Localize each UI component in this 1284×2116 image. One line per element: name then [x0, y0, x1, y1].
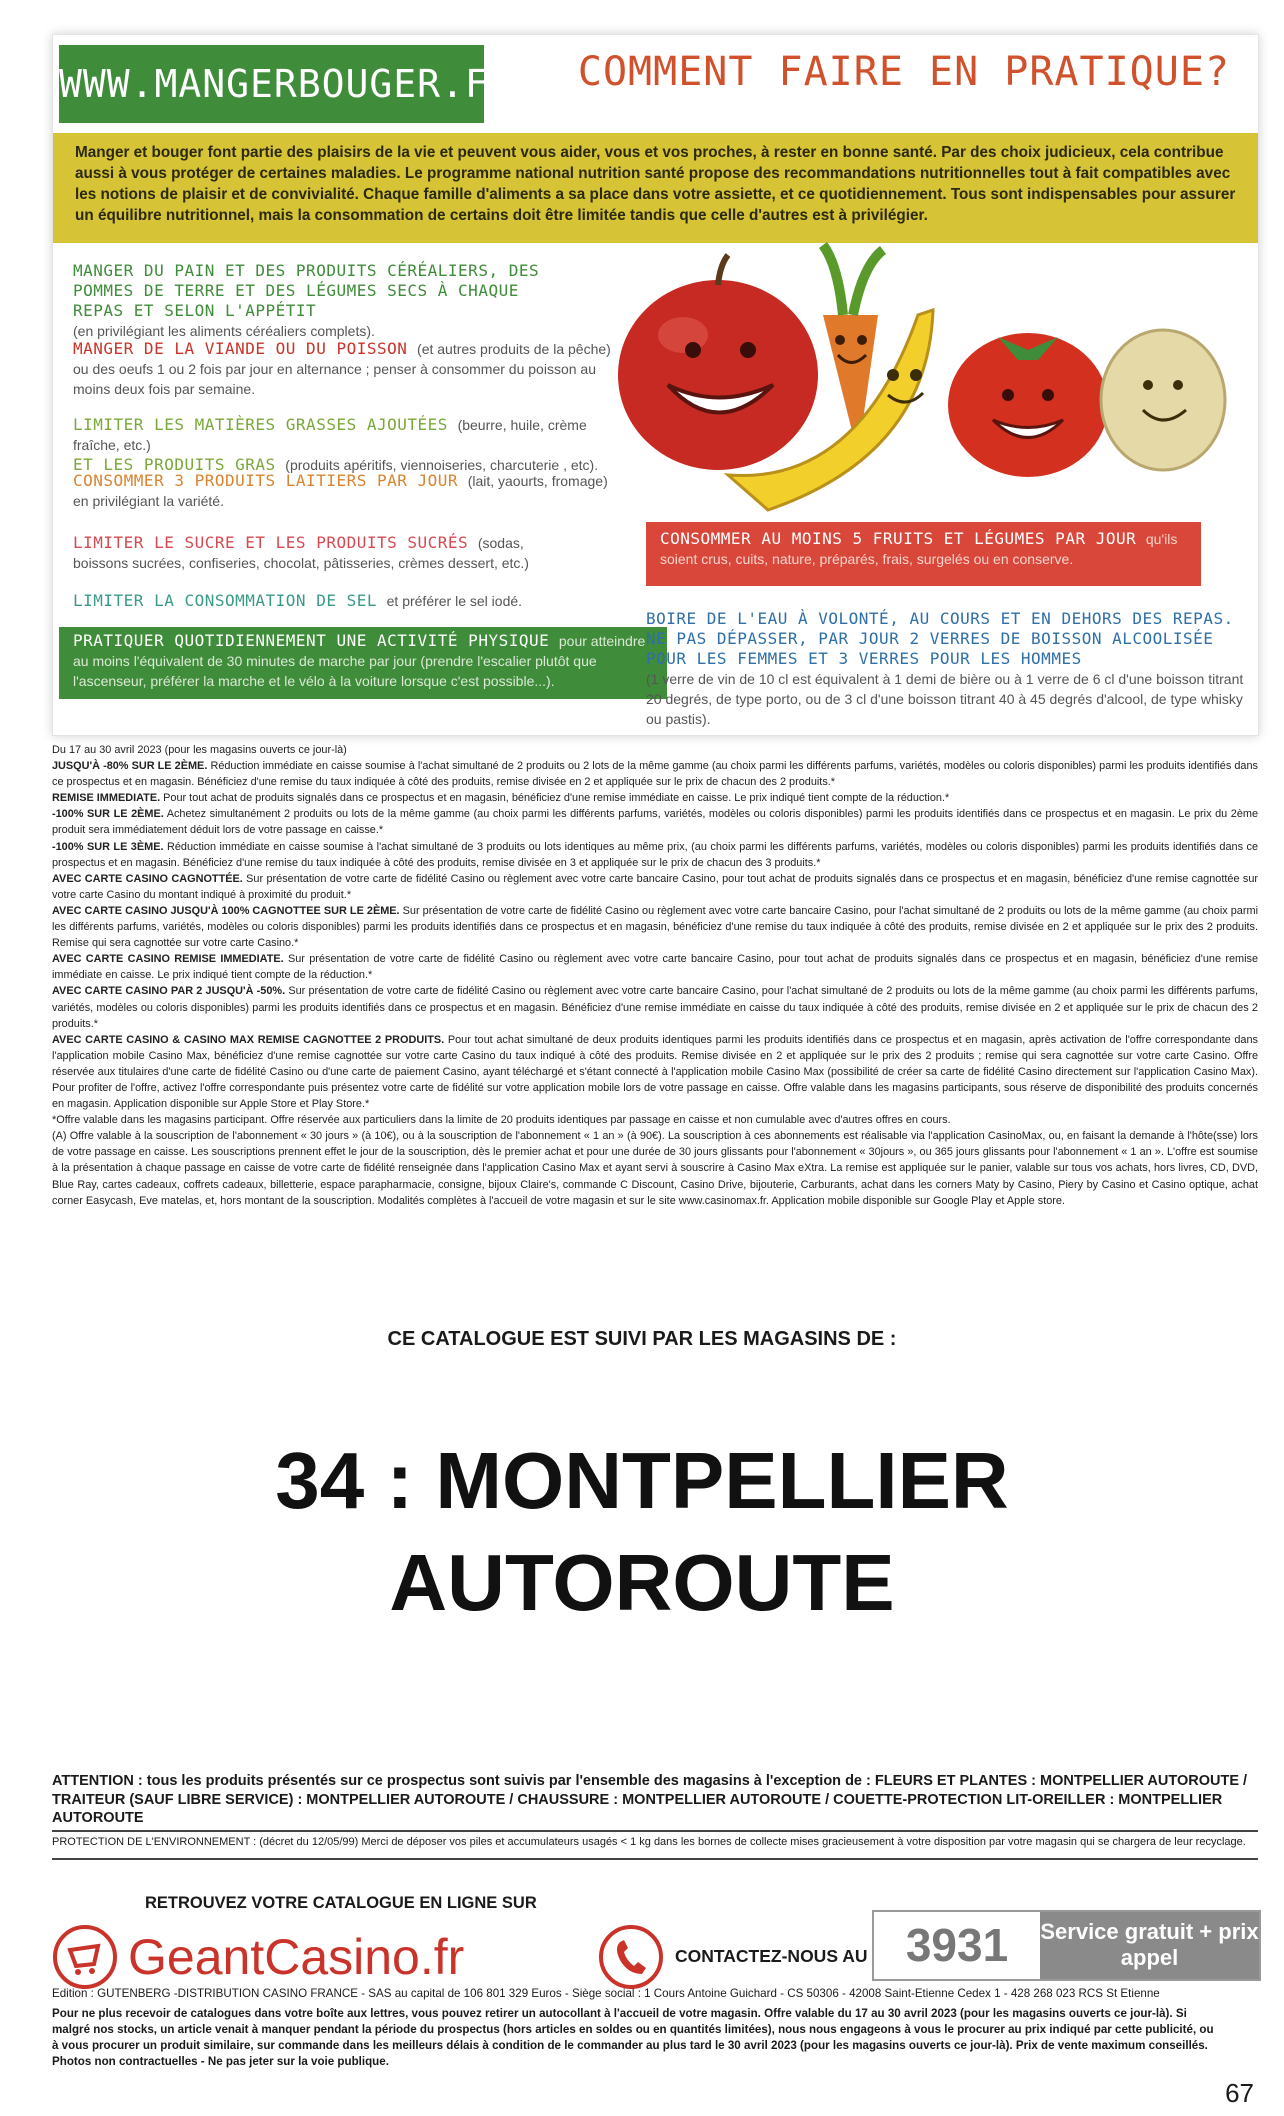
cart-icon — [52, 1924, 118, 1990]
legal-footer — [52, 1986, 1258, 2070]
environment-notice: PROTECTION DE L'ENVIRONNEMENT : (décret du 12/05/99) Merci de déposer vos piles et accumulateurs usagés < 1 kg dans les bornes de collecte mises gracieusement à votre disposition par votre magasin qui se chargera de leur recyclage. — [52, 1836, 1246, 1848]
legal-paragraph: -100% SUR LE 3ÈME. Réduction immédiate en caisse soumise à l'achat simultané de 3 produits ou lots identiques au même prix, (au choix parmi les différents parfums, variétés, modèles ou coloris disponibles) parmi les produits identifiés dans ce prospectus et en magasin. Bénéficiez d'une remise du taux indiquée à côté des produits, remise divisée en 3 et appliquée sur le prix de chacun des 3 produits.* — [52, 840, 1259, 869]
advice-fruits — [646, 522, 1201, 586]
advice-fats — [73, 415, 633, 475]
legal-paragraph: *Offre valable dans les magasins participant. Offre réservée aux particuliers dans la limite de 20 produits identiques par passage en caisse et non cumulable avec d'autres offres en cours. — [52, 1114, 951, 1127]
offer-conditions — [52, 742, 1258, 1209]
legal-paragraph: JUSQU'À -80% SUR LE 2ÈME. Réduction immédiate en caisse soumise à l'achat simultané de 2 produits ou 2 lots de la même gamme (au choix parmi les différents parfums, variétés, modèles ou coloris disponibles) parmi les produits identifiés dans ce prospectus et en magasin. Bénéficiez d'une remise du taux indiquée à côté des produits, remise divisée en 2 et appliquée sur le prix de chacun des 2 produits.* — [52, 760, 1258, 789]
legal-paragraph: Du 17 au 30 avril 2023 (pour les magasins ouverts ce jour-là) — [52, 744, 347, 756]
phone-number: 3931 — [905, 1919, 1009, 1971]
legal-paragraph: AVEC CARTE CASINO JUSQU'À 100% CAGNOTTEE SUR LE 2ÈME. Sur présentation de votre carte de fidélité Casino ou règlement avec votre carte bancaire Casino, pour l'achat simultané de 2 produits ou lots de la même gamme (au choix parmi les différents parfums, variétés, modèles ou coloris disponibles) parmi les produits identifiés dans ce prospectus et en magasin, bénéficiez d'une remise du taux indiquée à côté des produits, remise divisée en 2 et appliquée sur le prix des 2 produits. Remise qui sera cagnottée sur votre carte Casino.* — [52, 904, 1258, 950]
stores-heading: CE CATALOGUE EST SUIVI PAR LES MAGASINS DE : — [387, 1328, 897, 1350]
legal-paragraph: -100% SUR LE 2ÈME. Achetez simultanément 2 produits ou lots de la même gamme (au choix parmi les différents parfums, variétés, modèles ou coloris disponibles) parmi les produits identifiés dans ce prospectus et en magasin. Le prix du 2ème produit sera immédiatement déduit lors de votre passage en caisse.* — [52, 808, 1258, 837]
advice-text: qu'ils soient crus, cuits, nature, préparés, frais, surgelés ou en conserve. — [660, 531, 1178, 567]
advice-water — [646, 609, 1244, 729]
advice-text: (beurre, huile, crème fraîche, etc.) — [73, 417, 587, 453]
advice-heading: BOIRE DE L'EAU À VOLONTÉ, AU COURS ET EN DEHORS DES REPAS. NE PAS DÉPASSER, PAR JOUR 2 VERRES DE BOISSON ALCOOLISÉE POUR LES FEMMES ET 3 VERRES POUR LES HOMMES — [646, 609, 1234, 668]
advice-meat — [73, 339, 613, 399]
phone-icon — [598, 1924, 664, 1990]
advice-heading: PRATIQUER QUOTIDIENNEMENT UNE ACTIVITÉ PHYSIQUE — [73, 631, 550, 650]
legal-paragraph: REMISE IMMEDIATE. Pour tout achat de produits signalés dans ce prospectus et en magasin, bénéficiez d'une remise immédiate en caisse. Le prix indiqué tient compte de la réduction.* — [52, 792, 950, 805]
advice-text: (produits apéritifs, viennoiseries, charcuterie , etc). — [285, 457, 599, 473]
advice-text: (sodas, boissons sucrées, confiseries, chocolat, pâtisseries, crèmes dessert, etc.) — [73, 535, 529, 571]
advice-text: (et autres produits de la pêche) ou des oeufs 1 ou 2 fois par jour en alternance ; penser à consommer du poisson au moins deux fois par semaine. — [73, 341, 611, 397]
advice-sugar — [73, 533, 573, 573]
store-line-1: 34 : MONTPELLIER — [275, 1436, 1009, 1525]
advice-heading: LIMITER LE SUCRE ET LES PRODUITS SUCRÉS — [73, 533, 469, 552]
legal-paragraph: AVEC CARTE CASINO PAR 2 JUSQU'À -50%. Sur présentation de votre carte de fidélité Casino ou règlement avec votre carte bancaire Casino, pour l'achat simultané de 2 produits ou lots de la même gamme (au choix parmi les différents parfums, variétés, modèles ou coloris disponibles) parmi les produits identifiés dans ce prospectus et en magasin. Bénéficiez d'une remise immédiate en caisse du taux indiquée à côté des produits, remise divisée en 2 et appliquée sur le prix de chacun des 2 produits.* — [52, 985, 1258, 1030]
contact-label: CONTACTEZ-NOUS AU — [675, 1946, 868, 1966]
potato-icon — [1101, 330, 1225, 470]
website-link[interactable] — [52, 1924, 464, 1990]
page-number: 67 — [1225, 2078, 1254, 2108]
divider — [52, 1858, 1258, 1860]
legal-paragraph: (A) Offre valable à la souscription de l'abonnement « 30 jours » (à 10€), ou à la souscription de l'abonnement « 1 an » (à 90€). La souscription à ces abonnements est réalisable via l'application CasinoMax, ou, en faisant la demande à l'hôte(sse) lors de votre passage en caisse. Les souscriptions prennent effet le jour de la souscription, dès le premier achat et pour une durée de 30 jours glissants pour l'abonnement « 30jours », ou 365 jours glissants pour l'abonnement « 1 an ». L'offre est soumise à la présentation à chaque passage en caisse de votre carte de fidélité renseignée dans l'application Casino Max et ayant servi à souscrire à Casino Max eXtra. La remise est appliquée sur le panier, valable sur tous vos achats, hors livres, CD, DVD, Blue Ray, cartes cadeaux, coffrets cadeaux, billetterie, espace parapharmacie, consigne, bijoux Claire's, commande C Discount, Casino Drive, bijouterie, Carburants, achat dans les corners Maty by Casino, Piery by Casino et Casino optique, achat corner Easycash, Eve matelas, et, hors montant de la souscription. Modalités complètes à l'accueil de votre magasin et sur le site www.casinomax.fr. Application mobile disponible sur Google Play et Apple store. — [52, 1130, 1258, 1207]
nutrition-panel — [52, 34, 1259, 736]
attention-notice: ATTENTION : tous les produits présentés sur ce prospectus sont suivis par l'ensemble des magasins à l'exception de : FLEURS ET PLANTES : MONTPELLIER AUTOROUTE / TRAITEUR (SAUF LIBRE SERVICE) : MONTPELLIER AUTOROUTE / CHAUSSURE : MONTPELLIER AUTOROUTE / COUETTE-PROTECTION LIT-OREILLER : MONTPELLIER AUTOROUTE — [52, 1773, 1248, 1826]
website-name: GeantCasino.fr — [128, 1929, 465, 1985]
advice-salt — [73, 591, 613, 611]
advice-heading: LIMITER LA CONSOMMATION DE SEL — [73, 591, 377, 610]
legal-paragraph: AVEC CARTE CASINO CAGNOTTÉE. Sur présentation de votre carte de fidélité Casino ou règlement avec votre carte bancaire Casino, pour tout achat de produits signalés dans ce prospectus et en magasin, bénéficiez d'une remise cagnottée sur votre carte Casino du montant indiqué à proximité du produit.* — [52, 872, 1258, 901]
advice-heading: MANGER DU PAIN ET DES PRODUITS CÉRÉALIERS, DES POMMES DE TERRE ET DES LÉGUMES SECS À CHAQUE REPAS ET SELON L'APPÉTIT — [73, 261, 540, 320]
advice-text: pour atteindre au moins l'équivalent de 30 minutes de marche par jour (prendre l'escalier plutôt que l'ascenseur, préférer la marche et le vélo à la voiture lorsque c'est possible...). — [73, 633, 646, 689]
mangerbouger-banner[interactable]: WWW.MANGERBOUGER.FR — [59, 45, 484, 123]
advice-activity — [59, 627, 667, 699]
advice-cereals — [73, 261, 573, 341]
edition-line: Edition : GUTENBERG -DISTRIBUTION CASINO FRANCE - SAS au capital de 106 801 329 Euros - Siège social : 1 Cours Antoine Guichard - CS 50306 - 42008 Saint-Etienne Cedex 1 - 428 268 023 RCS St Etienne — [52, 1987, 1160, 2000]
advice-heading: LIMITER LES MATIÈRES GRASSES AJOUTÉES — [73, 415, 448, 434]
advice-text: (en privilégiant les aliments céréaliers complets). — [73, 323, 375, 339]
store-line-2: AUTOROUTE — [389, 1538, 895, 1627]
footer-notice: Pour ne plus recevoir de catalogues dans votre boîte aux lettres, vous pouvez retirer un autocollant à l'accueil de votre magasin. Offre valable du 17 au 30 avril 2023 (pour les magasins ouverts ce jour-là). Si malgré nos stocks, un article venait à manquer pendant la période du prospectus (hors articles en soldes ou en quantités limitées), nous nous engageons à vous le procurer au prix indiqué par cette publicité, ou à vous procurer un produit similaire, sur commande dans les meilleurs délais à condition de le commander au plus tard le 30 avril 2023 (pour les magasins ouverts ce jour-là). Prix de vente maximum conseillés. Photos non contractuelles - Ne pas jeter sur la voie publique. — [52, 2007, 1214, 2068]
legal-paragraph: AVEC CARTE CASINO & CASINO MAX REMISE CAGNOTTEE 2 PRODUITS. Pour tout achat simultané de deux produits identiques parmi les produits identifiés dans ce prospectus et en magasin, après activation de l'offre correspondante dans l'application mobile Casino Max, bénéficiez d'une remise cagnottée sur votre carte Casino du taux indiqué à côté des produits. Remise divisée en 2 et appliquée sur le prix des 2 produits ; remise qui sera cagnottée sur votre carte Casino. Offre réservée aux titulaires d'une carte de fidélité Casino ou d'une carte de paiement Casino, ayant téléchargé et s'étant connecté à l'application mobile Casino Max (possibilité de créer sa carte de fidélité Casino directement sur l'application Casino Max). Pour profiter de l'offre, activez l'offre correspondante puis présentez votre carte de fidélité sur votre application mobile lors de votre passage en caisse. Offre valable dans les magasins participants, sous réserve de disponibilité des produits concernés en magasin. Application disponible sur Apple Store et Play Store.* — [52, 1033, 1258, 1111]
advice-heading: MANGER DE LA VIANDE OU DU POISSON — [73, 339, 408, 358]
legal-paragraph: AVEC CARTE CASINO REMISE IMMEDIATE. Sur présentation de votre carte de fidélité Casino ou règlement avec votre carte bancaire Casino, pour tout achat de produits signalés dans ce prospectus et en magasin, bénéficiez d'une remise immédiate en caisse. Le prix indiqué tient compte de la réduction.* — [52, 953, 1258, 982]
tomato-icon — [948, 333, 1108, 477]
advice-dairy — [73, 471, 613, 511]
divider — [52, 1830, 1258, 1832]
phone-pricing-note: Service gratuit + prix appel — [1040, 1912, 1259, 1979]
advice-heading: ET LES PRODUITS GRAS — [73, 455, 276, 474]
intro-text: Manger et bouger font partie des plaisirs de la vie et peuvent vous aider, vous et vos proches, à rester en bonne santé. Par des choix judicieux, cela contribue aussi à vous protéger de certaines maladies. Le programme national nutrition santé propose des recommandations nutritionnelles tout à fait compatibles avec les notions de plaisir et de convivialité. Chaque famille d'aliments a sa place dans votre assiette, et ce quotidiennement. Tous sont indispensables pour assurer un équilibre nutritionnel, mais la consommation de certains doit être limitée tandis que celle d'autres est à privilégier. — [75, 144, 1236, 224]
fruits-vegetables-illustration — [608, 225, 1248, 515]
advice-heading: CONSOMMER AU MOINS 5 FRUITS ET LÉGUMES PAR JOUR — [660, 529, 1137, 548]
panel-title: COMMENT FAIRE EN PRATIQUE? — [577, 49, 1230, 95]
advice-text: (lait, yaourts, fromage) en privilégiant la variété. — [73, 473, 608, 509]
store-name — [0, 1430, 1284, 1634]
advice-text: (1 verre de vin de 10 cl est équivalent à 1 demi de bière ou à 1 verre de 6 cl d'une boisson titrant 20 degrés, de type porto, ou de 3 cl d'une boisson titrant 40 à 45 degrés d'alcool, de type whisky ou pastis). — [646, 671, 1244, 727]
advice-text: et préférer le sel iodé. — [386, 593, 523, 609]
advice-heading: CONSOMMER 3 PRODUITS LAITIERS PAR JOUR — [73, 471, 459, 490]
apple-icon — [618, 255, 818, 470]
phone-number-box[interactable] — [872, 1910, 1261, 1981]
online-catalogue-label: RETROUVEZ VOTRE CATALOGUE EN LIGNE SUR — [145, 1894, 537, 1912]
